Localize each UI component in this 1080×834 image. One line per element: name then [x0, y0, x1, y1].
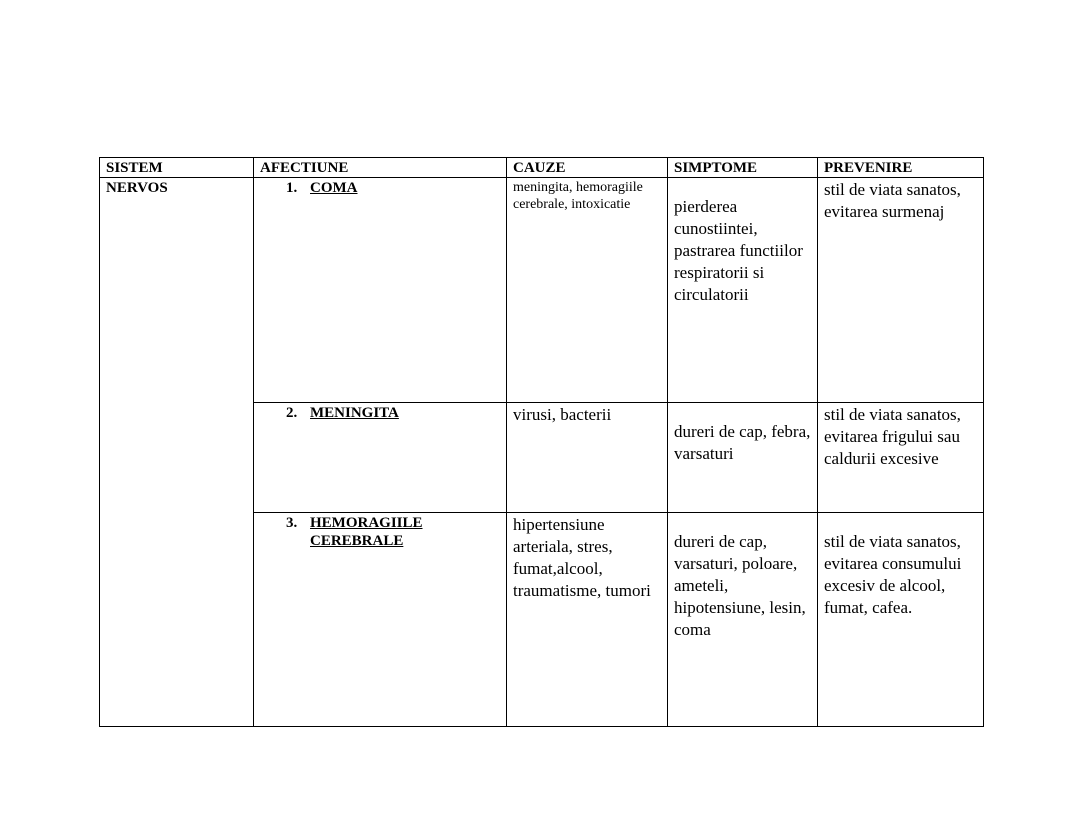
- afectiune-cell: [254, 403, 507, 513]
- cauze-cell: meningita, hemoragiile cerebrale, intoxicatie: [507, 178, 668, 403]
- prevenire-cell: stil de viata sanatos, evitarea surmenaj: [818, 178, 984, 403]
- table-row: [100, 178, 984, 403]
- afectiune-number: 1.: [286, 180, 298, 196]
- simptome-cell: pierderea cunostiintei, pastrarea functiilor respiratorii si circulatorii: [668, 178, 818, 403]
- cauze-cell: virusi, bacterii: [507, 403, 668, 513]
- afectiune-name: COMA: [310, 180, 358, 196]
- sistem-cell: NERVOS: [100, 178, 254, 727]
- simptome-cell: dureri de cap, varsaturi, poloare, ameteli, hipotensiune, lesin, coma: [668, 513, 818, 727]
- simptome-cell: dureri de cap, febra, varsaturi: [668, 403, 818, 513]
- afectiune-cell: [254, 178, 507, 403]
- prevenire-cell: stil de viata sanatos, evitarea frigului sau caldurii excesive: [818, 403, 984, 513]
- header-afectiune: AFECTIUNE: [254, 158, 507, 178]
- afectiune-name: MENINGITA: [310, 405, 399, 421]
- cauze-cell: hipertensiune arteriala, stres, fumat,alcool, traumatisme, tumori: [507, 513, 668, 727]
- header-simptome: SIMPTOME: [668, 158, 818, 178]
- afectiune-cell: [254, 513, 507, 727]
- header-cauze: CAUZE: [507, 158, 668, 178]
- afectiune-number: 3.: [286, 515, 298, 531]
- header-sistem: SISTEM: [100, 158, 254, 178]
- header-prevenire: PREVENIRE: [818, 158, 984, 178]
- header-row: [100, 158, 984, 178]
- prevenire-cell: stil de viata sanatos, evitarea consumului excesiv de alcool, fumat, cafea.: [818, 513, 984, 727]
- diseases-table: [99, 157, 984, 727]
- afectiune-name: HEMORAGIILE CEREBRALE: [310, 515, 423, 549]
- afectiune-number: 2.: [286, 405, 298, 421]
